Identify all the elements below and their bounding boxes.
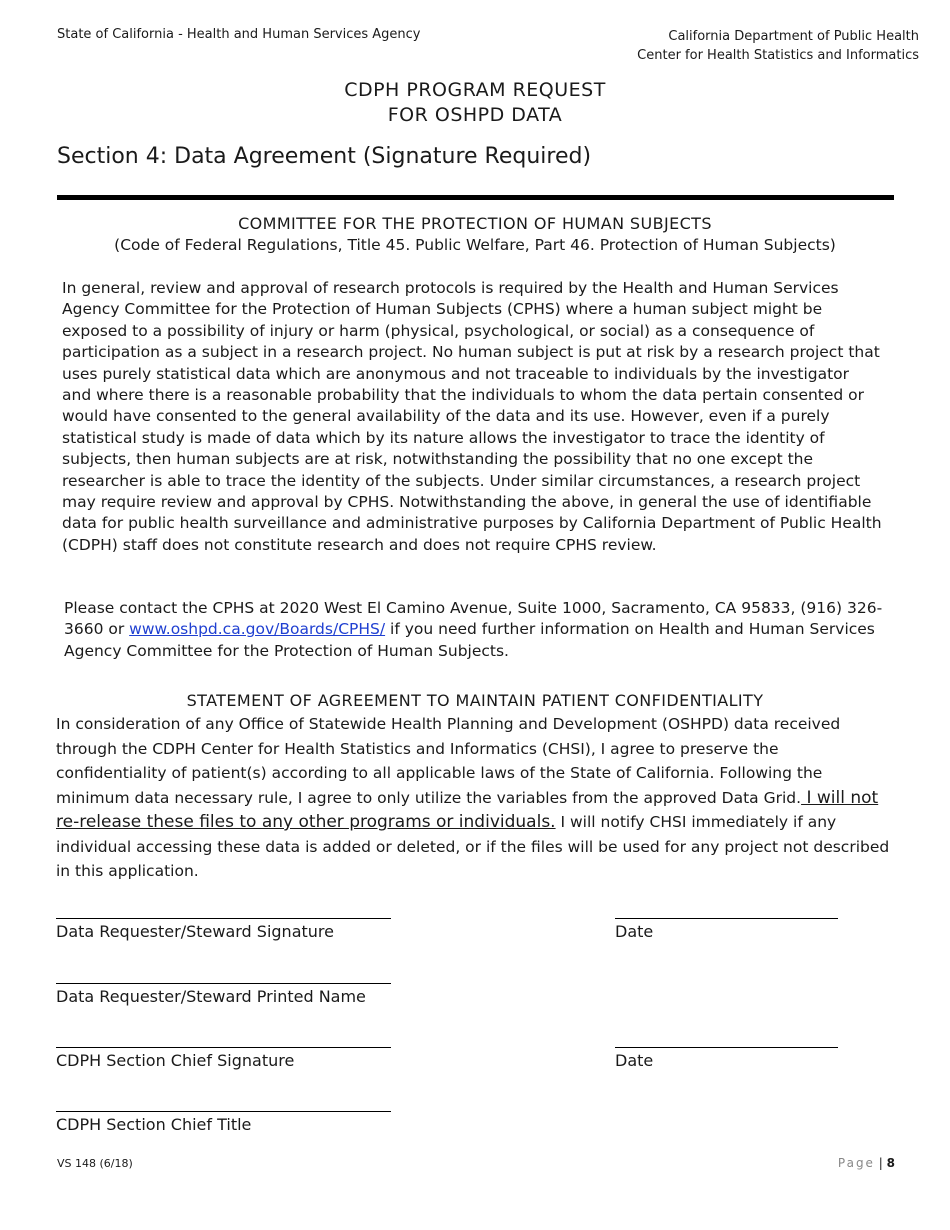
cphs-paragraph: In general, review and approval of research protocols is required by the Health and Human Services Agency Committee for the Protection of Human Subjects (CPHS) where a human subject might be exposed to a possibility of injury or harm (physical, psychological, or social) as a consequence of participation as a subject in a research project. No human subject is put at risk by a research project that uses purely statistical data which are anonymous and not traceable to individuals by the investigator and where there is a reasonable probability that the individuals to whom the data pertain consented or would have consented to the general availability of the data and its use. However, even if a purely statistical study is made of data which by its nature allows the investigator to trace the identity of subjects, then human subjects are at risk, notwithstanding the possibility that no one except the researcher is able to trace the identity of the subjects. Under similar circumstances, a research project may require review and approval by CPHS. Notwithstanding the above, in general the use of identifiable data for public health surveillance and administrative purposes by California Department of Public Health (CDPH) staff does not constitute research and does not require CPHS review. [62, 279, 882, 554]
contact-text: Please contact the CPHS at 2020 West El Camino Avenue, Suite 1000, Sacramento, CA 95833, (916) 326-3660 or [64, 599, 883, 639]
form-number: VS 148 (6/18) [57, 1157, 133, 1170]
cphs-contact-paragraph [64, 598, 884, 662]
contact-text-end: if you need further information on Health and Human Services Agency Committee for the Protection of Human Subjects. [64, 620, 875, 660]
form-title-line1: CDPH PROGRAM REQUEST [344, 79, 606, 101]
requester-signature-line[interactable] [56, 918, 391, 919]
statement-text-end: I will notify CHSI immediately if any individual accessing these data is added or deleted, or if the files will be used for any project not described in this application. [56, 813, 890, 880]
requester-name-line[interactable] [56, 983, 391, 984]
requester-signature-label: Data Requester/Steward Signature [56, 922, 334, 941]
statement-heading: STATEMENT OF AGREEMENT TO MAINTAIN PATIENT CONFIDENTIALITY [186, 691, 764, 710]
statement-underlined-text: I will not re-release these files to any other programs or individuals. [56, 787, 879, 832]
department-name: California Department of Public Health [668, 29, 919, 44]
requester-date-label: Date [615, 922, 654, 941]
department-header [637, 27, 919, 65]
page-indicator [838, 1156, 895, 1170]
cphs-website-link[interactable]: www.oshpd.ca.gov/Boards/CPHS/ [129, 620, 386, 639]
chief-title-label: CDPH Section Chief Title [56, 1115, 252, 1134]
requester-date-line[interactable] [615, 918, 838, 919]
center-name: Center for Health Statistics and Informatics [637, 48, 919, 63]
section-divider [57, 195, 894, 200]
chief-date-line[interactable] [615, 1047, 838, 1048]
page-number: 8 [886, 1156, 895, 1170]
statement-text: In consideration of any Office of Statewide Health Planning and Development (OSHPD) data received through the CDPH Center for Health Statistics and Informatics (CHSI), I agree to preserve the confidentiality of patient(s) according to all applicable laws of the State of California. Following the minimum data necessary rule, I agree to only utilize the variables from the approved Data Grid. [56, 715, 841, 807]
cphs-heading: COMMITTEE FOR THE PROTECTION OF HUMAN SUBJECTS [238, 214, 712, 233]
page-separator: | [878, 1156, 887, 1170]
section-title: Section 4: Data Agreement (Signature Required) [57, 144, 592, 169]
chief-title-line[interactable] [56, 1111, 391, 1112]
form-title [0, 78, 950, 128]
chief-signature-label: CDPH Section Chief Signature [56, 1051, 295, 1070]
form-title-line2: FOR OSHPD DATA [387, 104, 563, 126]
chief-date-label: Date [615, 1051, 654, 1070]
page-label: Page [837, 1156, 875, 1170]
agency-header: State of California - Health and Human Services Agency [57, 27, 421, 42]
chief-signature-line[interactable] [56, 1047, 391, 1048]
cphs-subheading: (Code of Federal Regulations, Title 45. Public Welfare, Part 46. Protection of Human Subjects) [114, 236, 836, 254]
requester-name-label: Data Requester/Steward Printed Name [56, 987, 366, 1006]
statement-paragraph [56, 712, 891, 884]
